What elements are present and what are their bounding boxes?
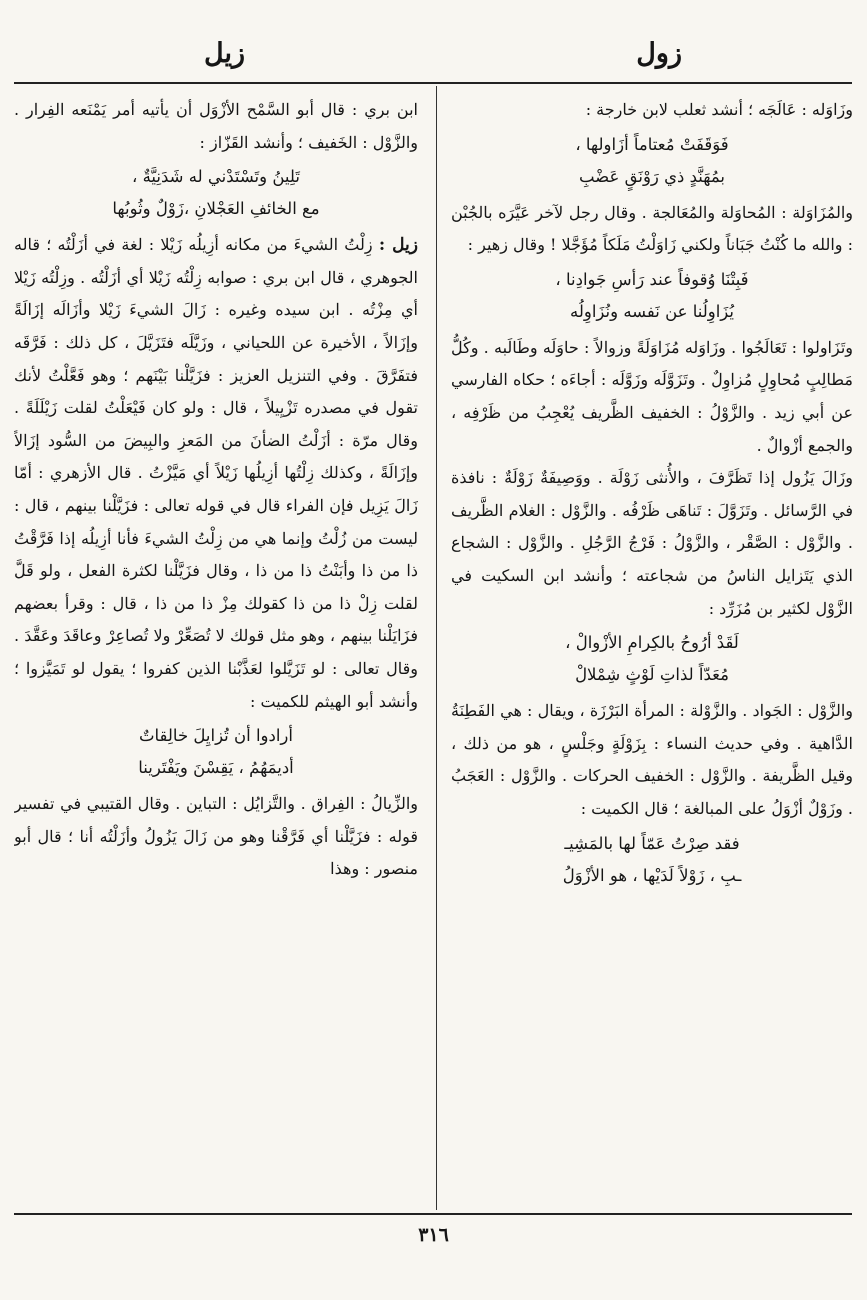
verse-line: لَقَدْ أرُوحُ بالكِرامِ الأزْوالْ ، (565, 633, 739, 653)
verse-line: مع الخائفِ العَجْلانِ ،زَوْلٌ وثُوبُها (112, 199, 320, 219)
verse-line: أديمَهُمُ ، يَقِسْنَ ويَفْتَرينا (138, 758, 294, 778)
poem-block (451, 129, 853, 193)
verse-line: فَوَقَفَتْ مُعتاماً أزَاولها ، (575, 134, 729, 154)
entry-headword: زيل : (378, 235, 418, 256)
poem-block (14, 161, 418, 225)
entry-text: زِلْتُ الشيءَ من مكانه أزِيلُه زَيْلا : لغة في أزَلْتُه ؛ قاله الجوهري ، قال ابن بري : صوابه زِلْتُه زَيْلا أي أزَلْتُه . وزِلْتُه زَيْلا أي مِزْتُه . ابن سيده وغيره : زَالَ الشيءَ زَيْلا وأزَالَه إزَالَةً وإزَالاً ، الأخيرة عن اللحياني ، وزَيَّلَه فتَزَيَّلَ ، كل ذلك : فَرَّقَه فتفَرَّقَ . وفي التنزيل العزيز : فزَيَّلْنا بَيْنَهم ؛ وهو فَعَّلْتُ لأنك تقول في مصدره تَزْيِيلاً ، قال : ولو كان فَيْعَلْتُ لقلت زَيْلَلَةً . وقال مرّة : أزَلْتُ الضأنَ من المَعزِ والبِيضَ من السُّود إزَالاً وإزَالَةً ، وكذلك زِلْتُها أزِيلُها زَيْلاً أي مَيَّزْتُ . قال الأزهري : أمّا زَالَ يَزِيل فإن الفراء قال في قوله تعالى : فزَيَّلْنا بينهم ، قال : ليست من زُلْتُ وإنما هي من زِلْتُ الشيءَ فأنا أزِيلُه إذا فَرَّقْتُ ذا من ذا وأبَنْتُ ذا من ذا ، وقال فزَيَّلْنا لكثرة الفعل ، ولو قَلَّ لقلت زِلْ ذا من ذا كقولك مِزْ ذا من ذا ، قال : وقرأ بعضهم فزَايَلْنا بينهم ، وهو مثل قولك لا تُصَعِّرْ ولا تُصاعِرْ وعاقَدَ وعَقَّدَ . وقال تعالى : لو تَزَيَّلوا لعَذَّبْنا الذين كفروا ؛ يقول لو تَمَيَّزوا ؛ وأنشد أبو الهيثم للكميت : (14, 235, 418, 711)
header-rule (14, 82, 852, 84)
text-paragraph: وزَالَ يَزُول إذا تَظَرَّفَ ، والأُنثى زَوْلَة . ووَصِيفَةٌ زَوْلَةٌ : نافذة في الرَّسائل . وتَزَوَّلَ : تَناهَى ظَرْفُه . والزَّوْل : الغلام الظَّريف . والزَّوْل : الصَّقْر ، والزَّوْلُ : فَرْجُ الرَّجُلِ . والزَّوْل : الشجاع الذي يَتَزايل الناسُ من شجاعته ؛ وأنشد ابن السكيت في الزَّوْل لكثير بن مُزَرِّد : (451, 468, 853, 618)
column-divider (436, 86, 437, 1210)
text-paragraph: ابن بري : قال أبو السَّمْح الأزْوَل أن يأتيه أمر يَمْنَعه الفِرار . والزَّوْل : الخَفيف ؛ وأنشد القَزّاز : (14, 100, 418, 152)
verse-line: تَلِينُ وتَسْتَدْني له شَدَنِيَّةٌ ، (132, 167, 300, 187)
verse-line: يُزَاوِلُنا عن نَفسه ونُزَاوِلُه (569, 301, 735, 321)
poem-block (451, 264, 853, 328)
footer-rule (14, 1213, 852, 1215)
verse-line: فقد صِرْتُ عَمّاً لها بالمَشِيـ (564, 833, 740, 853)
poem-block (14, 720, 418, 784)
page-number: ٣١٦ (418, 1224, 449, 1246)
poem-block (451, 828, 853, 892)
verse-line: بمُهَنَّدٍ ذي رَوْنَقٍ عَضْبِ (578, 166, 726, 186)
text-paragraph: والزَّوْل : الجَواد . والزَّوْلة : المرأة البَرْزَة ، ويقال : هي الفَطِنَةُ الدَّاهية . وفي حديث النساء : بِزَوْلَةٍ وجَلْسٍ ، هو من ذلك ، وقيل الظَّريفة . والزَّوْل : الخفيف الحركات . والزَّوْل : العَجَبُ . وزَوْلٌ أزْوَلُ على المبالغة ؛ قال الكميت : (451, 701, 853, 818)
text-paragraph: وتَزَاولوا : تَعَالَجُوا . وزَاوَله مُزَاوَلَةً وزوالاً : حاوَلَه وطَالَبه . وكُلُّ مَطالِبٍ مُحاوِلٍ مُزاوِلٌ . وتَزَوَّلَه وزَوَّلَه : أجاءَه ؛ حكاه الفارسي عن أبي زيد . والزَّوْلُ : الخفيف الظَّريف يُعْجِبُ من ظَرْفِه ، والجمع أزْوالٌ . (451, 337, 853, 455)
verse-line: ـبِ ، زَوْلاً لَدَيْها ، هو الأزْوَلُ (562, 865, 742, 885)
verse-line: أرادوا أن تُزايِلَ خالِقاتٌ (138, 726, 293, 746)
text-paragraph: والمُزَاوَلة : المُحاوَلة والمُعَالجة . وقال رجل لآخر عَيَّرَه بالجُبْن : والله ما كُنْتُ جَبَاناً ولكني زَاوَلْتُ مَلَكاً مُؤَجَّلا ! وقال زهير : (451, 202, 853, 255)
entry-paragraph (14, 229, 418, 718)
text-paragraph: وزَاوَله : عَالَجَه ؛ أنشد ثعلب لابن خارجة : (585, 100, 853, 119)
verse-line: مُعَدّاً لذاتِ لَوْثٍ شِمْلالْ (575, 665, 729, 685)
poem-block (451, 627, 853, 691)
page-header (14, 38, 852, 78)
text-paragraph: والزِّيالُ : الفِراق . والتَّزايُل : التباين . وقال القتيبي في تفسير قوله : فزَيَّلْنا أي فَرَّقْنا وهو من زَالَ يَزُولُ وأزَلْتُه أنا ؛ قال أبو منصور : وهذا (14, 794, 418, 879)
verse-line: فَبِتْنَا وُقوفاً عند رَأسِ جَوادِنا ، (555, 269, 749, 289)
headword-right: زول (636, 38, 682, 69)
right-column (451, 94, 853, 1206)
headword-left: زيل (204, 38, 246, 69)
left-column (14, 94, 418, 1206)
